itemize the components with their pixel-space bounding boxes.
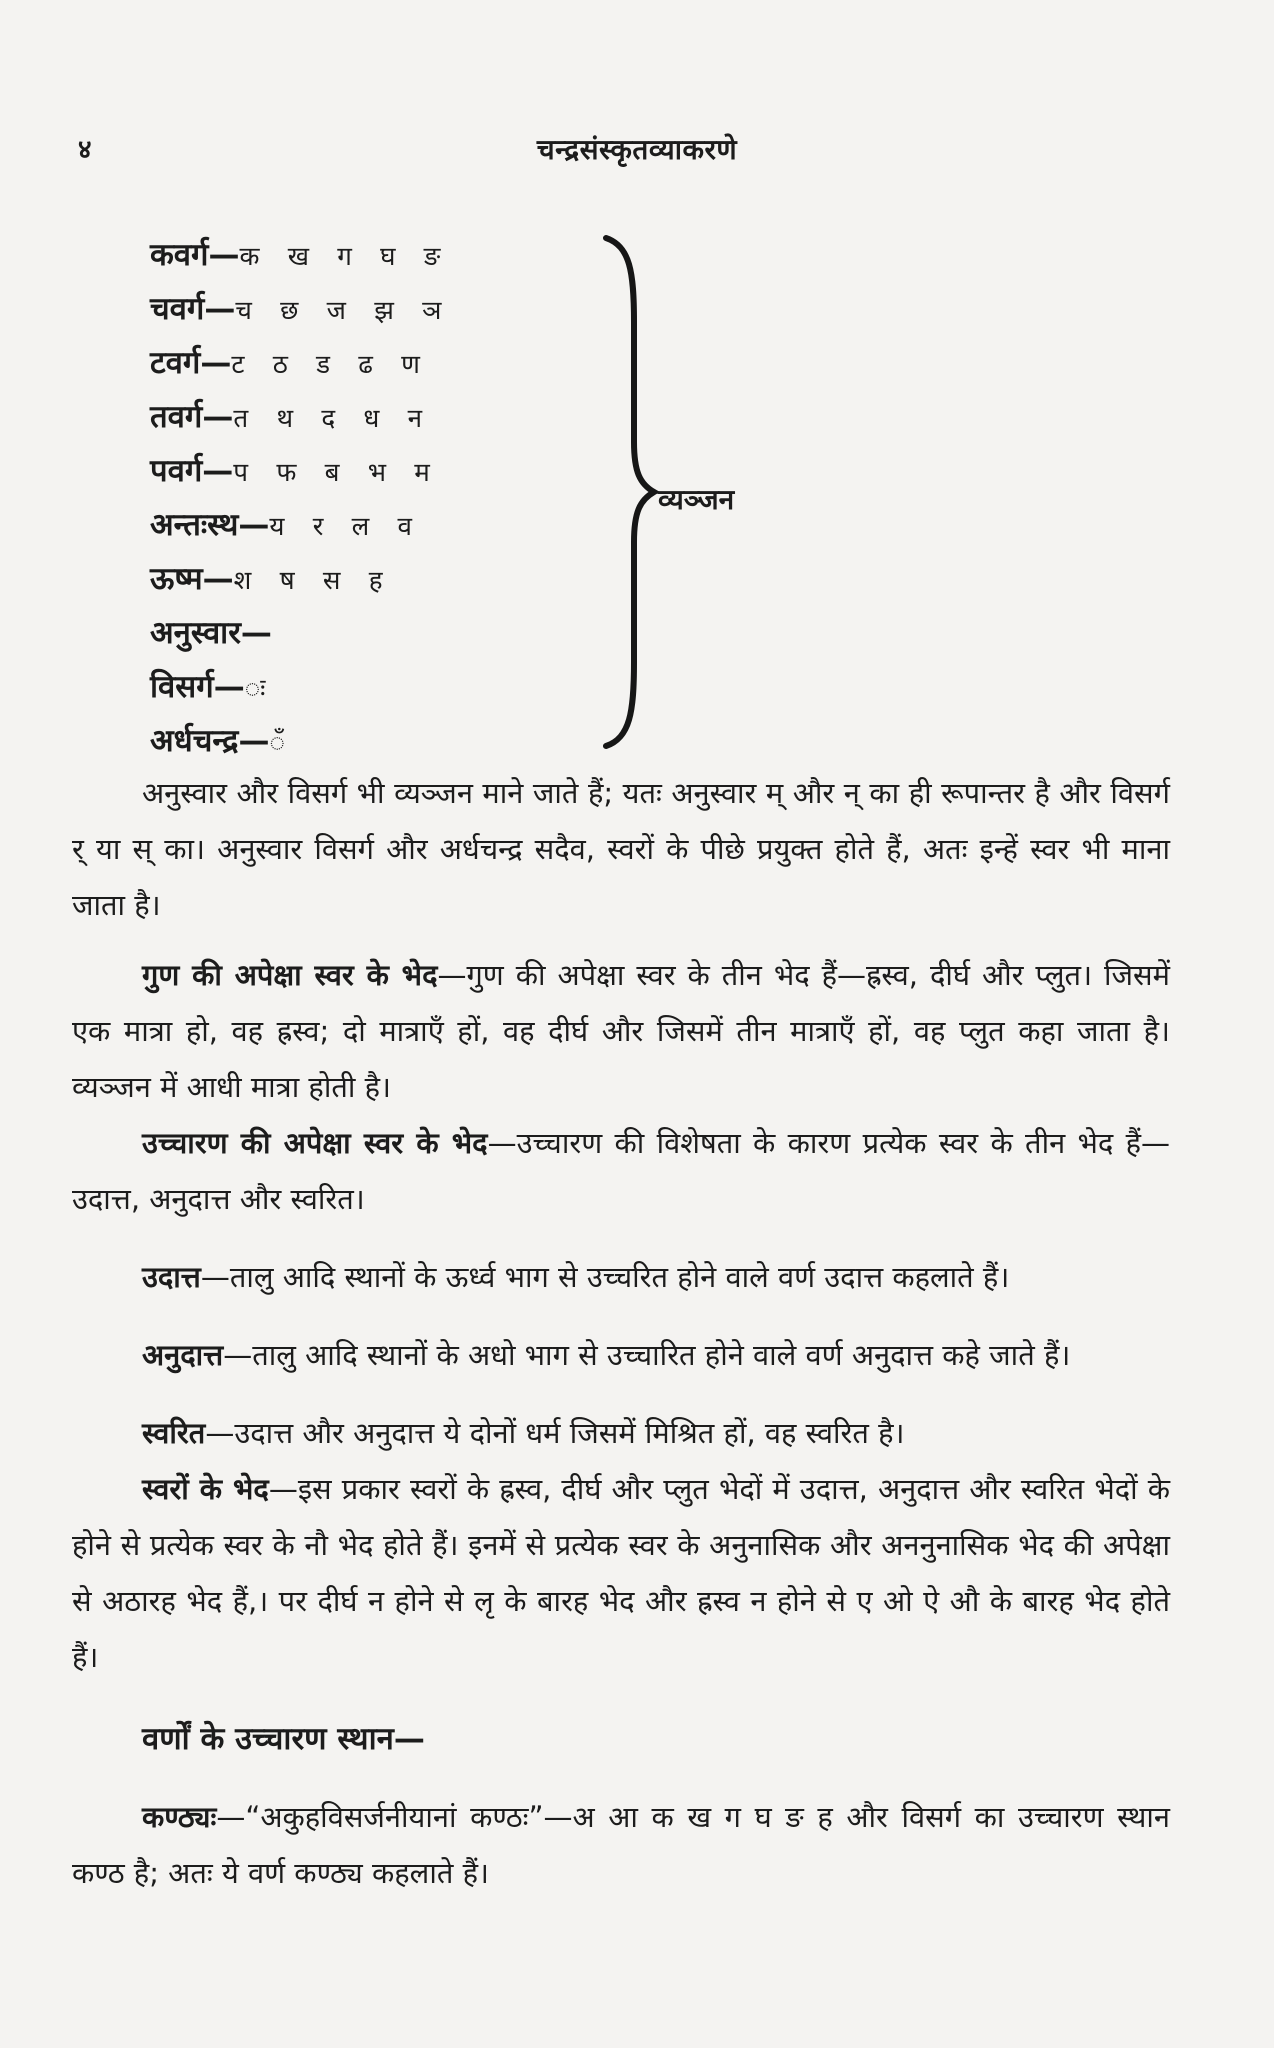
varga-dash: —	[202, 453, 234, 489]
varga-row	[150, 282, 451, 336]
paragraph-heading: स्वरित	[142, 1416, 206, 1450]
varga-dash: —	[240, 615, 272, 651]
varga-letters: य र ल व	[269, 512, 423, 542]
varga-letters: ँ	[269, 728, 295, 758]
page-number: ४	[78, 135, 92, 165]
varga-dash: —	[200, 345, 232, 381]
varga-name: विसर्ग	[150, 669, 214, 705]
varga-letters: त थ द ध न	[233, 404, 433, 434]
varga-dash: —	[213, 669, 245, 705]
varga-letters: ः	[244, 674, 276, 704]
varga-letters: ट ठ ड ढ ण	[231, 350, 430, 380]
paragraph-text: —उच्चारण की विशेषता के कारण प्रत्येक स्वर के तीन भेद हैं—उदात्त, अनुदात्त और स्वरित।	[72, 1126, 1171, 1216]
varga-name: तवर्ग	[150, 399, 203, 435]
paragraph: अनुस्वार और विसर्ग भी व्यञ्जन माने जाते हैं; यतः अनुस्वार म् और न् का ही रूपान्तर है और विसर्ग र् या स् का। अनुस्वार विसर्ग और अर्धचन्द्र सदैव, स्वरों के पीछे प्रयुक्त होते हैं, अतः इन्हें स्वर भी माना जाता है।	[72, 776, 1170, 922]
varga-dash: —	[202, 399, 234, 435]
curly-brace-icon	[600, 232, 660, 752]
paragraph-text: —उदात्त और अनुदात्त ये दोनों धर्म जिसमें मिश्रित हों, वह स्वरित है।	[205, 1416, 905, 1450]
vyanjan-label: व्यञ्जन	[658, 483, 735, 516]
varga-name: अर्धचन्द्र	[150, 723, 239, 759]
varga-name: अनुस्वार	[150, 615, 241, 651]
paragraph	[72, 1789, 1170, 1901]
paragraph-heading: उदात्त	[142, 1260, 201, 1294]
paragraph-heading: गुण की अपेक्षा स्वर के भेद	[142, 958, 438, 992]
varga-letters: प फ ब भ म	[233, 458, 440, 488]
varga-row	[150, 390, 451, 444]
varga-dash: —	[208, 237, 240, 273]
varga-name: पवर्ग	[150, 453, 203, 489]
paragraph-text: —तालु आदि स्थानों के अधो भाग से उच्चारित होने वाले वर्ण अनुदात्त कहे जाते हैं।	[223, 1338, 1071, 1372]
varga-letters: श ष स ह	[233, 566, 393, 596]
varga-row	[150, 552, 451, 606]
varga-letters: क ख ग घ ङ	[239, 242, 451, 272]
paragraph-heading: कण्ठ्यः	[142, 1800, 217, 1834]
paragraph-heading: स्वरों के भेद	[142, 1472, 269, 1506]
varga-dash: —	[204, 291, 236, 327]
body-text	[72, 765, 1170, 1901]
paragraph-text: —गुण की अपेक्षा स्वर के तीन भेद हैं—ह्रस्व, दीर्घ और प्लुत। जिसमें एक मात्रा हो, वह ह्रस्व; दो मात्राएँ हों, वह दीर्घ और जिसमें तीन मात्राएँ हों, वह प्लुत कहा जाता है। व्यञ्जन में आधी मात्रा होती है।	[72, 958, 1170, 1104]
section-heading-text: वर्णों के उच्चारण स्थान—	[142, 1721, 425, 1757]
varga-row	[150, 498, 451, 552]
paragraph	[72, 1115, 1170, 1227]
paragraph	[72, 1249, 1170, 1305]
varga-row	[150, 714, 451, 768]
varga-dash: —	[238, 507, 270, 543]
varga-list	[150, 228, 451, 768]
running-title: चन्द्रसंस्कृतव्याकरणे	[536, 133, 738, 166]
paragraph-heading: अनुदात्त	[142, 1338, 224, 1372]
paragraph-text: —तालु आदि स्थानों के ऊर्ध्व भाग से उच्चरित होने वाले वर्ण उदात्त कहलाते हैं।	[200, 1260, 1010, 1294]
paragraph-text: —“अकुहविसर्जनीयानां कण्ठः”—अ आ क ख ग घ ङ ह और विसर्ग का उच्चारण स्थान कण्ठ है; अतः ये वर्ण कण्ठ्य कहलाते हैं।	[72, 1800, 1170, 1890]
varga-name: चवर्ग	[150, 291, 205, 327]
varga-dash: —	[238, 723, 270, 759]
varga-row	[150, 606, 451, 660]
varga-name: कवर्ग	[150, 237, 209, 273]
paragraph	[72, 1461, 1170, 1685]
varga-row	[150, 336, 451, 390]
varga-dash: —	[202, 561, 234, 597]
varga-row	[150, 228, 451, 282]
varga-row	[150, 444, 451, 498]
paragraph-text: —इस प्रकार स्वरों के ह्रस्व, दीर्घ और प्लुत भेदों में उदात्त, अनुदात्त और स्वरित भेदों के होने से प्रत्येक स्वर के नौ भेद होते हैं। इनमें से प्रत्येक स्वर के अनुनासिक और अननुनासिक भेद की अपेक्षा से अठारह भेद हैं,। पर दीर्घ न होने से लृ के बारह भेद और ह्रस्व न होने से ए ओ ऐ औ के बारह भेद होते हैं।	[72, 1472, 1170, 1674]
varga-name: ऊष्म	[150, 561, 203, 597]
varga-letters: च छ ज झ ञ	[235, 296, 452, 326]
section-heading	[72, 1711, 1170, 1767]
paragraph	[72, 1405, 1170, 1461]
varga-row	[150, 660, 451, 714]
varga-name: अन्तःस्थ	[150, 507, 239, 543]
varga-name: टवर्ग	[150, 345, 201, 381]
paragraph-heading: उच्चारण की अपेक्षा स्वर के भेद	[142, 1126, 488, 1160]
paragraph	[72, 1327, 1170, 1383]
paragraph	[72, 947, 1170, 1115]
